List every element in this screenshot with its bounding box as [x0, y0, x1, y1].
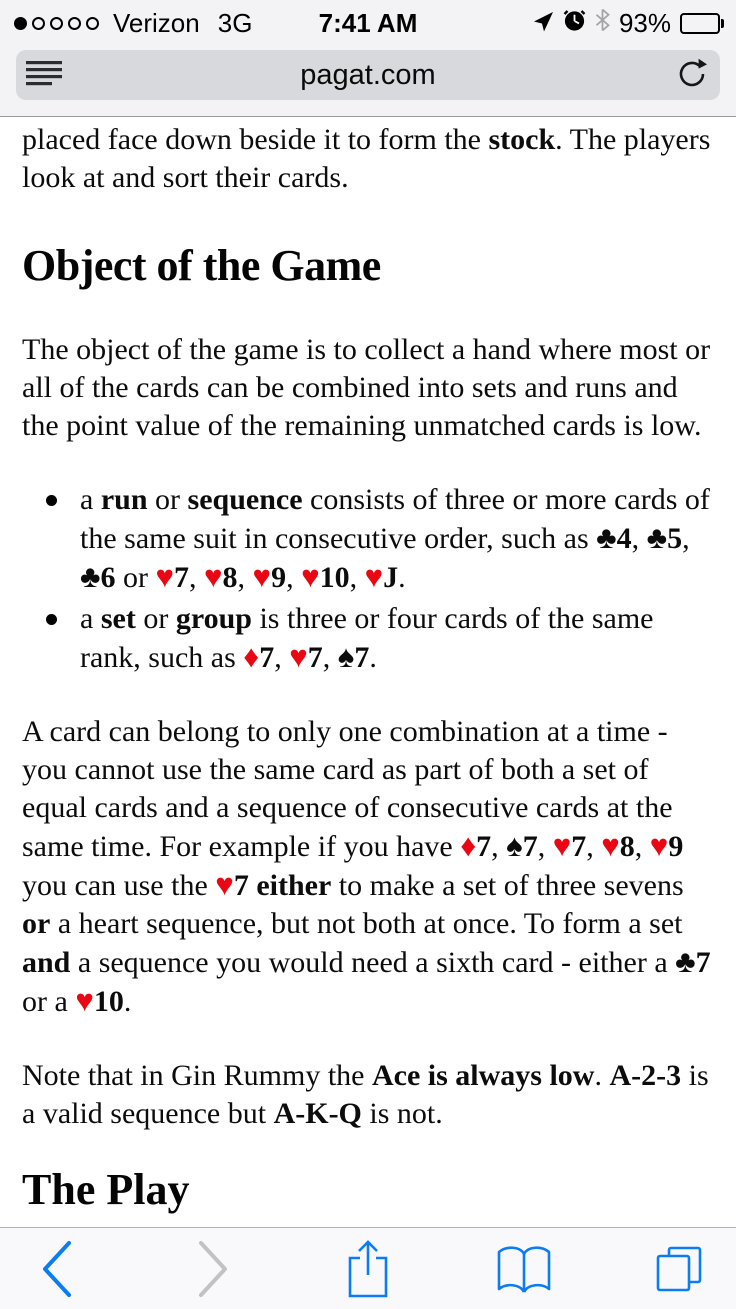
text-segment: A-K-Q — [273, 1097, 362, 1130]
paragraph-object — [22, 331, 714, 445]
text-segment: 10 — [319, 561, 350, 594]
text-segment: 10 — [93, 985, 124, 1018]
text-segment: The object of the game is to collect a hand where most or all of the cards can be combined into sets and runs and the point value of the remaining unmatched cards is low. — [22, 333, 711, 442]
paragraph-stock — [22, 121, 714, 197]
text-segment: , — [491, 830, 507, 863]
status-time: 7:41 AM — [318, 7, 418, 38]
text-segment: , — [349, 561, 365, 594]
suit-symbol: ♣ — [646, 520, 668, 555]
text-segment: J — [383, 561, 399, 594]
text-segment: group — [175, 602, 252, 635]
suit-symbol: ♥ — [301, 559, 320, 594]
text-segment: run — [100, 483, 148, 516]
text-segment: sequence — [187, 483, 303, 516]
text-segment: Note that in Gin Rummy the — [22, 1059, 372, 1092]
suit-symbol: ♥ — [204, 559, 223, 594]
suit-symbol: ♥ — [215, 867, 234, 902]
text-segment: 7 — [571, 830, 587, 863]
text-segment: 7 — [233, 869, 249, 902]
list-item-set — [80, 600, 714, 677]
reader-button[interactable] — [22, 50, 66, 100]
text-segment: you can use the — [22, 869, 216, 902]
network-type-label: 3G — [217, 7, 253, 38]
text-segment: Ace is always low — [371, 1059, 595, 1092]
text-segment: 9 — [271, 561, 287, 594]
text-segment: is not. — [361, 1097, 443, 1130]
text-segment: placed face down beside it to form the — [22, 123, 489, 156]
url-text: pagat.com — [300, 58, 436, 91]
text-segment: . — [369, 641, 377, 674]
text-segment: 7 — [695, 946, 711, 979]
partial-next-heading: The Play — [22, 1165, 190, 1214]
suit-symbol: ♥ — [155, 559, 174, 594]
heading-object-of-the-game: Object of the Game — [22, 241, 381, 290]
suit-symbol: ♥ — [552, 828, 572, 863]
status-bar — [0, 0, 736, 44]
text-segment: 6 — [100, 561, 116, 594]
text-segment: and — [22, 946, 71, 979]
bullet-list — [22, 481, 714, 677]
page-content — [0, 117, 736, 1227]
back-button[interactable] — [22, 1234, 92, 1304]
text-segment: or — [135, 602, 176, 635]
tabs-button[interactable] — [644, 1234, 714, 1304]
bluetooth-icon — [595, 8, 610, 39]
status-left — [14, 8, 252, 39]
text-segment: consists of three or more cards of the same suit in consecutive order, such as — [80, 483, 710, 555]
address-bar-row — [0, 44, 736, 116]
suit-symbol: ♠ — [337, 639, 355, 674]
address-bar[interactable] — [16, 50, 720, 100]
text-segment: 7 — [522, 830, 538, 863]
text-segment: 4 — [616, 522, 632, 555]
text-segment: stock — [488, 123, 556, 156]
text-segment: or — [22, 907, 51, 940]
open-book-icon — [495, 1243, 553, 1295]
text-segment: , — [586, 830, 602, 863]
cell-signal-icon — [14, 17, 99, 30]
text-segment: set — [100, 602, 136, 635]
text-segment: a sequence you would need a sixth card - either a — [70, 946, 676, 979]
text-segment: 5 — [667, 522, 683, 555]
forward-button[interactable] — [178, 1234, 248, 1304]
text-segment: a — [80, 483, 101, 516]
text-segment: . — [123, 985, 132, 1018]
battery-icon — [680, 13, 724, 34]
text-segment: a heart sequence, but not both at once. To form a set — [50, 907, 683, 940]
text-segment: , — [634, 830, 650, 863]
location-arrow-icon — [533, 8, 554, 39]
text-segment: . The players look at and sort their cards. — [22, 123, 711, 194]
battery-percent-label: 93% — [618, 7, 671, 38]
pages-icon — [654, 1244, 704, 1294]
suit-symbol: ♥ — [601, 828, 620, 863]
text-segment: or — [147, 483, 188, 516]
text-segment: 7 — [354, 641, 370, 674]
text-segment: 7 — [259, 641, 275, 674]
suit-symbol: ♣ — [596, 520, 617, 555]
reload-icon — [676, 58, 708, 93]
status-right — [533, 8, 724, 39]
carrier-label: Verizon — [113, 7, 200, 38]
text-segment: either — [256, 869, 332, 902]
suit-symbol: ♠ — [506, 828, 523, 863]
share-button[interactable] — [333, 1234, 403, 1304]
suit-symbol: ♦ — [460, 828, 477, 863]
text-segment: , — [631, 522, 647, 555]
list-item-run — [80, 481, 714, 597]
back-chevron-icon — [40, 1239, 74, 1299]
text-segment: is three or four cards of the same rank, such as — [80, 602, 654, 674]
text-segment: 8 — [619, 830, 635, 863]
text-segment: 7 — [476, 830, 492, 863]
suit-symbol: ♥ — [75, 983, 94, 1018]
suit-symbol: ♥ — [289, 639, 308, 674]
suit-symbol: ♥ — [364, 559, 384, 594]
text-segment: to make a set of three sevens — [331, 869, 684, 902]
text-segment: . — [398, 561, 406, 594]
forward-chevron-icon — [196, 1239, 230, 1299]
suit-symbol: ♥ — [649, 828, 669, 863]
text-segment: 7 — [174, 561, 189, 594]
text-segment: 9 — [668, 830, 684, 863]
alarm-clock-icon — [563, 8, 586, 39]
bookmarks-button[interactable] — [489, 1234, 559, 1304]
text-segment: , — [274, 641, 290, 674]
text-segment: , — [682, 522, 690, 555]
safari-top-chrome — [0, 0, 736, 117]
text-segment: , — [237, 561, 253, 594]
text-segment: , — [322, 641, 338, 674]
text-segment: A card can belong to only one combination at a time - you cannot use the same card as part of both a set of equal cards and a sequence of consecutive cards at the same time. For example if you have — [22, 715, 673, 863]
text-segment: 8 — [222, 561, 238, 594]
share-icon — [347, 1239, 389, 1299]
text-segment: , — [537, 830, 553, 863]
text-segment: , — [286, 561, 302, 594]
suit-symbol: ♦ — [243, 639, 260, 674]
paragraph-note — [22, 1057, 714, 1133]
suit-symbol: ♣ — [80, 559, 101, 594]
safari-bottom-toolbar — [0, 1227, 736, 1309]
text-segment: a — [80, 602, 101, 635]
text-segment: or a — [22, 985, 76, 1018]
text-segment: . — [594, 1059, 610, 1092]
text-segment: A-2-3 — [609, 1059, 682, 1092]
paragraph-combination — [22, 713, 714, 1021]
suit-symbol: ♥ — [252, 559, 272, 594]
text-segment: , — [189, 561, 204, 594]
reader-icon — [25, 60, 63, 91]
suit-symbol: ♣ — [675, 944, 696, 979]
text-segment: 7 — [307, 641, 323, 674]
text-segment: or — [115, 561, 156, 594]
reload-button[interactable] — [670, 50, 714, 100]
text-segment: is a valid sequence but — [22, 1059, 709, 1130]
